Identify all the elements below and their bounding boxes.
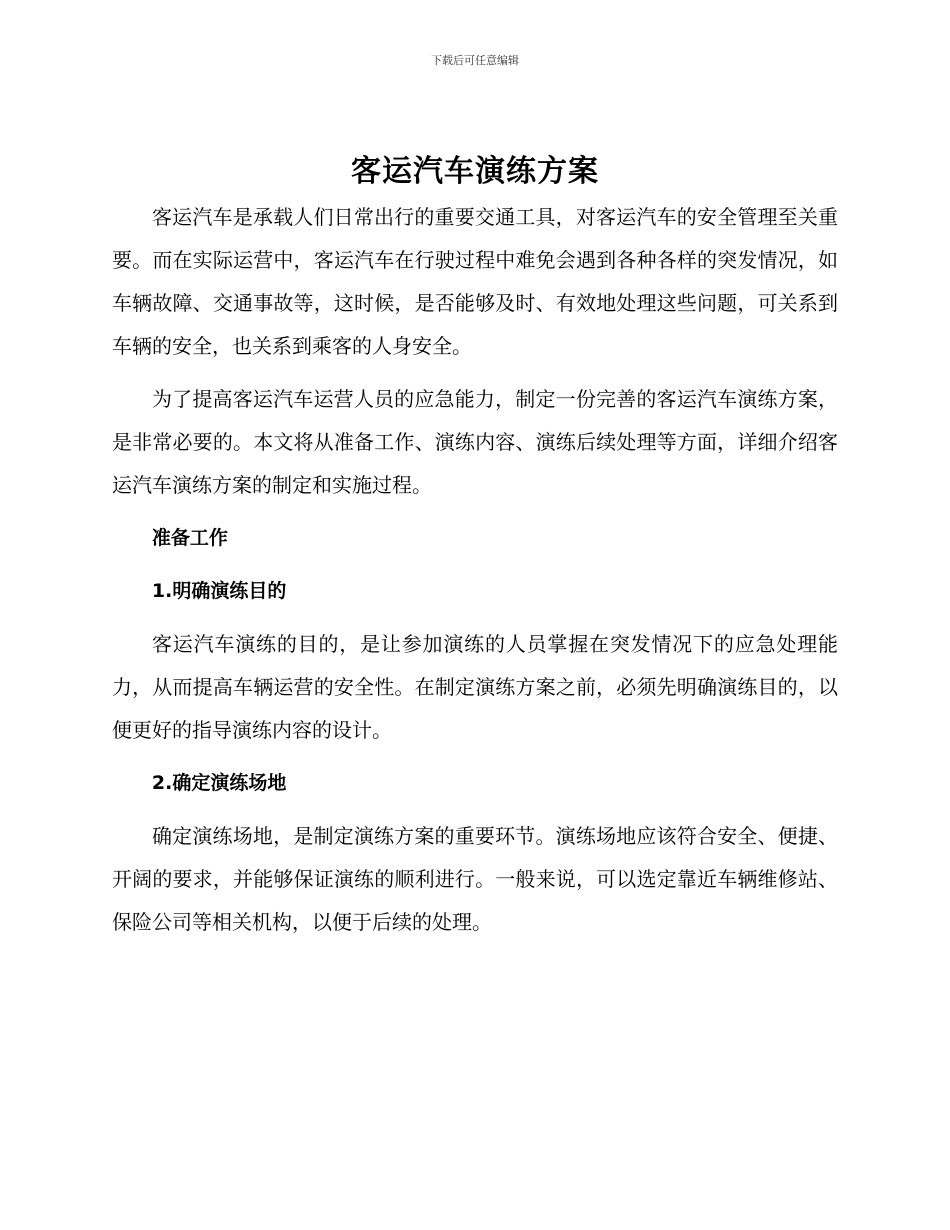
subsection-paragraph-1: 客运汽车演练的目的，是让参加演练的人员掌握在突发情况下的应急处理能力，从而提高车辆运营的安全性。在制定演练方案之前，必须先明确演练目的，以便更好的指导演练内容的设计。	[112, 632, 838, 742]
document-body	[112, 150, 838, 954]
intro-paragraph-2: 为了提高客运汽车运营人员的应急能力，制定一份完善的客运汽车演练方案，是非常必要的。本文将从准备工作、演练内容、演练后续处理等方面，详细介绍客运汽车演练方案的制定和实施过程。	[112, 387, 838, 497]
section-heading-preparation: 准备工作	[151, 527, 228, 549]
subsection-paragraph-2: 确定演练场地，是制定演练方案的重要环节。演练场地应该符合安全、便捷、开阔的要求，并能够保证演练的顺利进行。一般来说，可以选定靠近车辆维修站、保险公司等相关机构，以便于后续的处理。	[112, 824, 838, 934]
document-title: 客运汽车演练方案	[351, 154, 599, 189]
subsection-heading-1: 1.明确演练目的	[151, 580, 287, 602]
intro-paragraph-1: 客运汽车是承载人们日常出行的重要交通工具，对客运汽车的安全管理至关重要。而在实际运营中，客运汽车在行驶过程中难免会遇到各种各样的突发情况，如车辆故障、交通事故等，这时候，是否能够及时、有效地处理这些问题，可关系到车辆的安全，也关系到乘客的人身安全。	[112, 205, 838, 358]
header-note: 下载后可任意编辑	[431, 54, 519, 67]
subsection-heading-2: 2.确定演练场地	[151, 772, 287, 794]
